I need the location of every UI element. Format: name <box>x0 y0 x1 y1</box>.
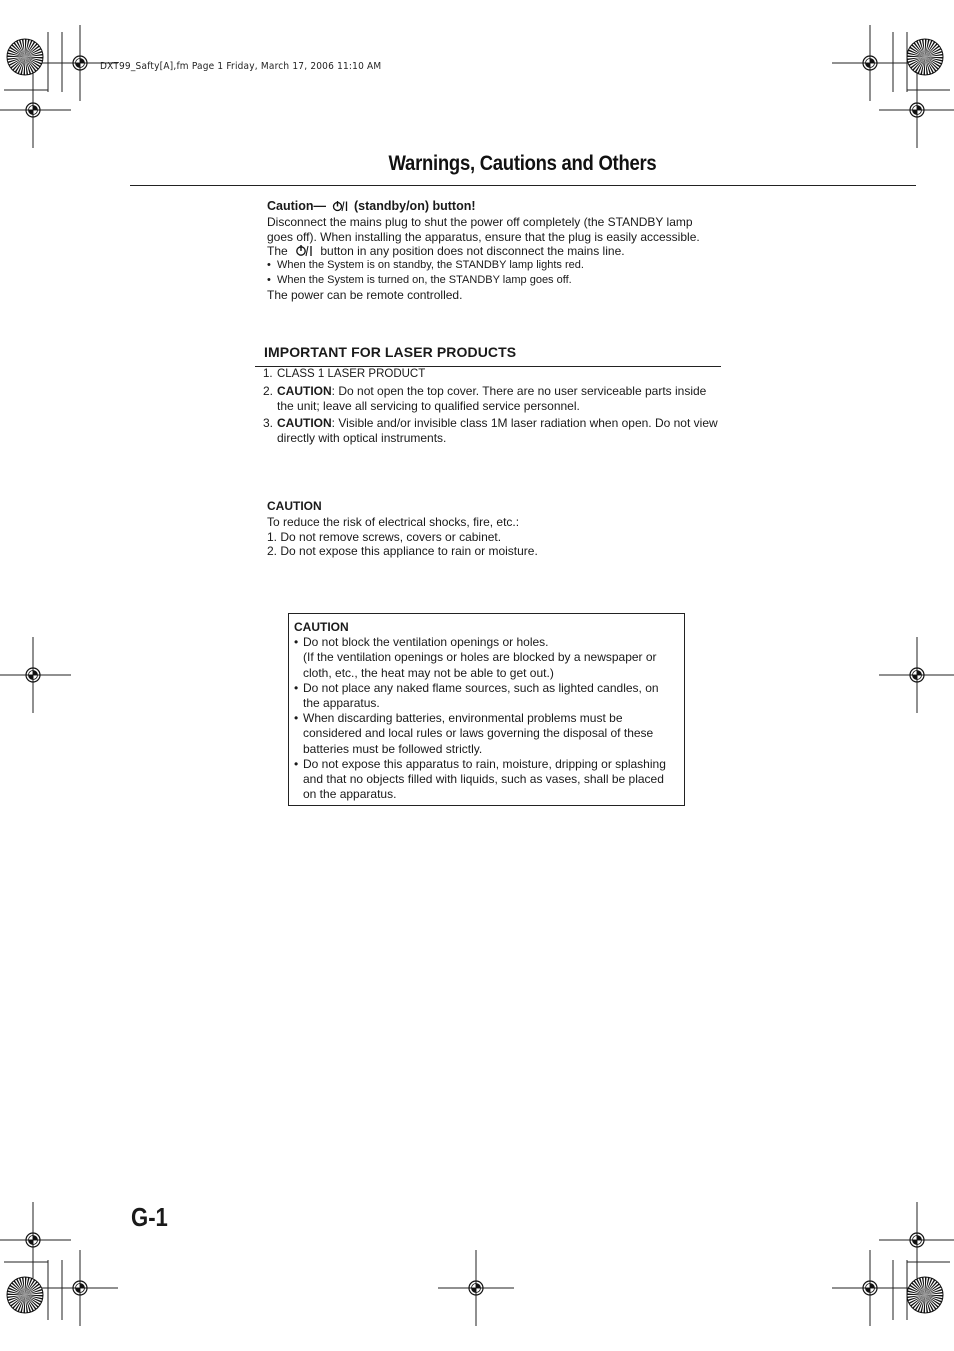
laser-item-number: 1. <box>263 368 273 380</box>
title-rule <box>130 185 916 186</box>
registration-mark-icon <box>0 1202 71 1278</box>
standby-on-icon <box>293 244 315 257</box>
registration-mark-icon <box>879 1202 954 1278</box>
registration-mark-icon <box>42 1250 118 1326</box>
laser-item-number: 3. <box>263 415 274 430</box>
registration-mark-icon <box>438 1250 514 1326</box>
registration-mark-icon <box>832 25 908 101</box>
list-item: • When the System is turned on, the STANDBY lamp goes off. <box>267 274 572 287</box>
standby-heading-suffix: (standby/on) button! <box>354 199 476 213</box>
list-item: • Do not place any naked flame sources, such as lighted candles, on the apparatus. <box>294 681 678 711</box>
laser-item-bold: CAUTION <box>277 383 332 398</box>
caution-intro: To reduce the risk of electrical shocks, fire, etc.: <box>267 515 520 530</box>
caution-box-bullet-1: Do not block the ventilation openings or holes. (If the ventilation openings or holes are blocked by a newspaper or cloth, etc., the heat may not be able to get out.) <box>303 635 657 680</box>
list-item <box>263 416 718 447</box>
registration-mark-icon <box>879 72 954 148</box>
standby-bullet-1: When the System is on standby, the STANDBY lamp lights red. <box>277 259 584 272</box>
file-info-header: DXT99_Safty[A],fm Page 1 Friday, March 17, 2006 11:10 AM <box>100 61 382 72</box>
list-item: 2. Do not expose this appliance to rain or moisture. <box>267 543 538 558</box>
page-title: Warnings, Cautions and Others <box>388 152 657 175</box>
laser-item-body: : Do not open the top cover. There are no user serviceable parts inside the unit; leave all servicing to qualified service personnel. <box>277 383 707 413</box>
caution-box-bullet-3: When discarding batteries, environmental problems must be considered and local rules or laws governing the disposal of these batteries must be followed strictly. <box>303 711 654 756</box>
registration-mark-icon <box>832 1250 908 1326</box>
caution-box-heading: CAUTION <box>294 620 349 634</box>
laser-item-bold: CAUTION <box>277 415 332 430</box>
page-number: G-1 <box>131 1202 168 1232</box>
caution-section <box>267 499 687 558</box>
laser-item-text: CLASS 1 LASER PRODUCT <box>277 368 426 380</box>
standby-bullet-2: When the System is turned on, the STANDBY lamp goes off. <box>277 274 572 287</box>
standby-heading <box>267 199 717 213</box>
standby-section <box>267 199 717 302</box>
laser-item-text <box>277 384 718 415</box>
list-item: • Do not expose this apparatus to rain, moisture, dripping or splashing and that no objects filled with liquids, such as vases, shall be placed on the apparatus. <box>294 757 678 803</box>
registration-mark-icon <box>0 72 71 148</box>
laser-item-text <box>277 416 718 447</box>
list-item: • Do not block the ventilation openings or holes. (If the ventilation openings or holes are blocked by a newspaper or cloth, etc., the heat may not be able to get out.) <box>294 635 678 681</box>
list-item <box>263 384 718 415</box>
standby-on-icon <box>332 200 349 212</box>
caution-box-bullet-2: Do not place any naked flame sources, such as lighted candles, on the apparatus. <box>303 680 659 711</box>
standby-paragraph <box>267 215 717 258</box>
standby-closing: The power can be remote controlled. <box>267 288 463 303</box>
standby-paragraph-part2: button in any position does not disconnect the mains line. <box>320 243 625 258</box>
caution-heading: CAUTION <box>267 499 322 513</box>
standby-paragraph-part1: Disconnect the mains plug to shut the power off completely (the STANDBY lamp goes off). When installing the apparatus, ensure that the plug is easily accessible. The <box>267 215 700 258</box>
list-item: • When the System is on standby, the STANDBY lamp lights red. <box>267 259 584 272</box>
registration-mark-icon <box>0 637 71 713</box>
list-item: • When discarding batteries, environmental problems must be considered and local rules or laws governing the disposal of these batteries must be followed strictly. <box>294 711 678 757</box>
caution-box <box>288 613 685 806</box>
laser-item-body: : Visible and/or invisible class 1M laser radiation when open. Do not view directly with optical instruments. <box>277 415 718 445</box>
list-item <box>263 367 718 383</box>
list-item: 1. Do not remove screws, covers or cabinet. <box>267 529 502 544</box>
laser-heading: IMPORTANT FOR LASER PRODUCTS <box>264 344 517 360</box>
caution-box-bullet-4: Do not expose this apparatus to rain, moisture, dripping or splashing and that no objects filled with liquids, such as vases, shall be placed on the apparatus. <box>303 756 666 802</box>
laser-list <box>263 367 718 448</box>
standby-heading-prefix: Caution— <box>267 199 327 213</box>
laser-item-number: 2. <box>263 383 274 398</box>
registration-mark-icon <box>879 637 954 713</box>
